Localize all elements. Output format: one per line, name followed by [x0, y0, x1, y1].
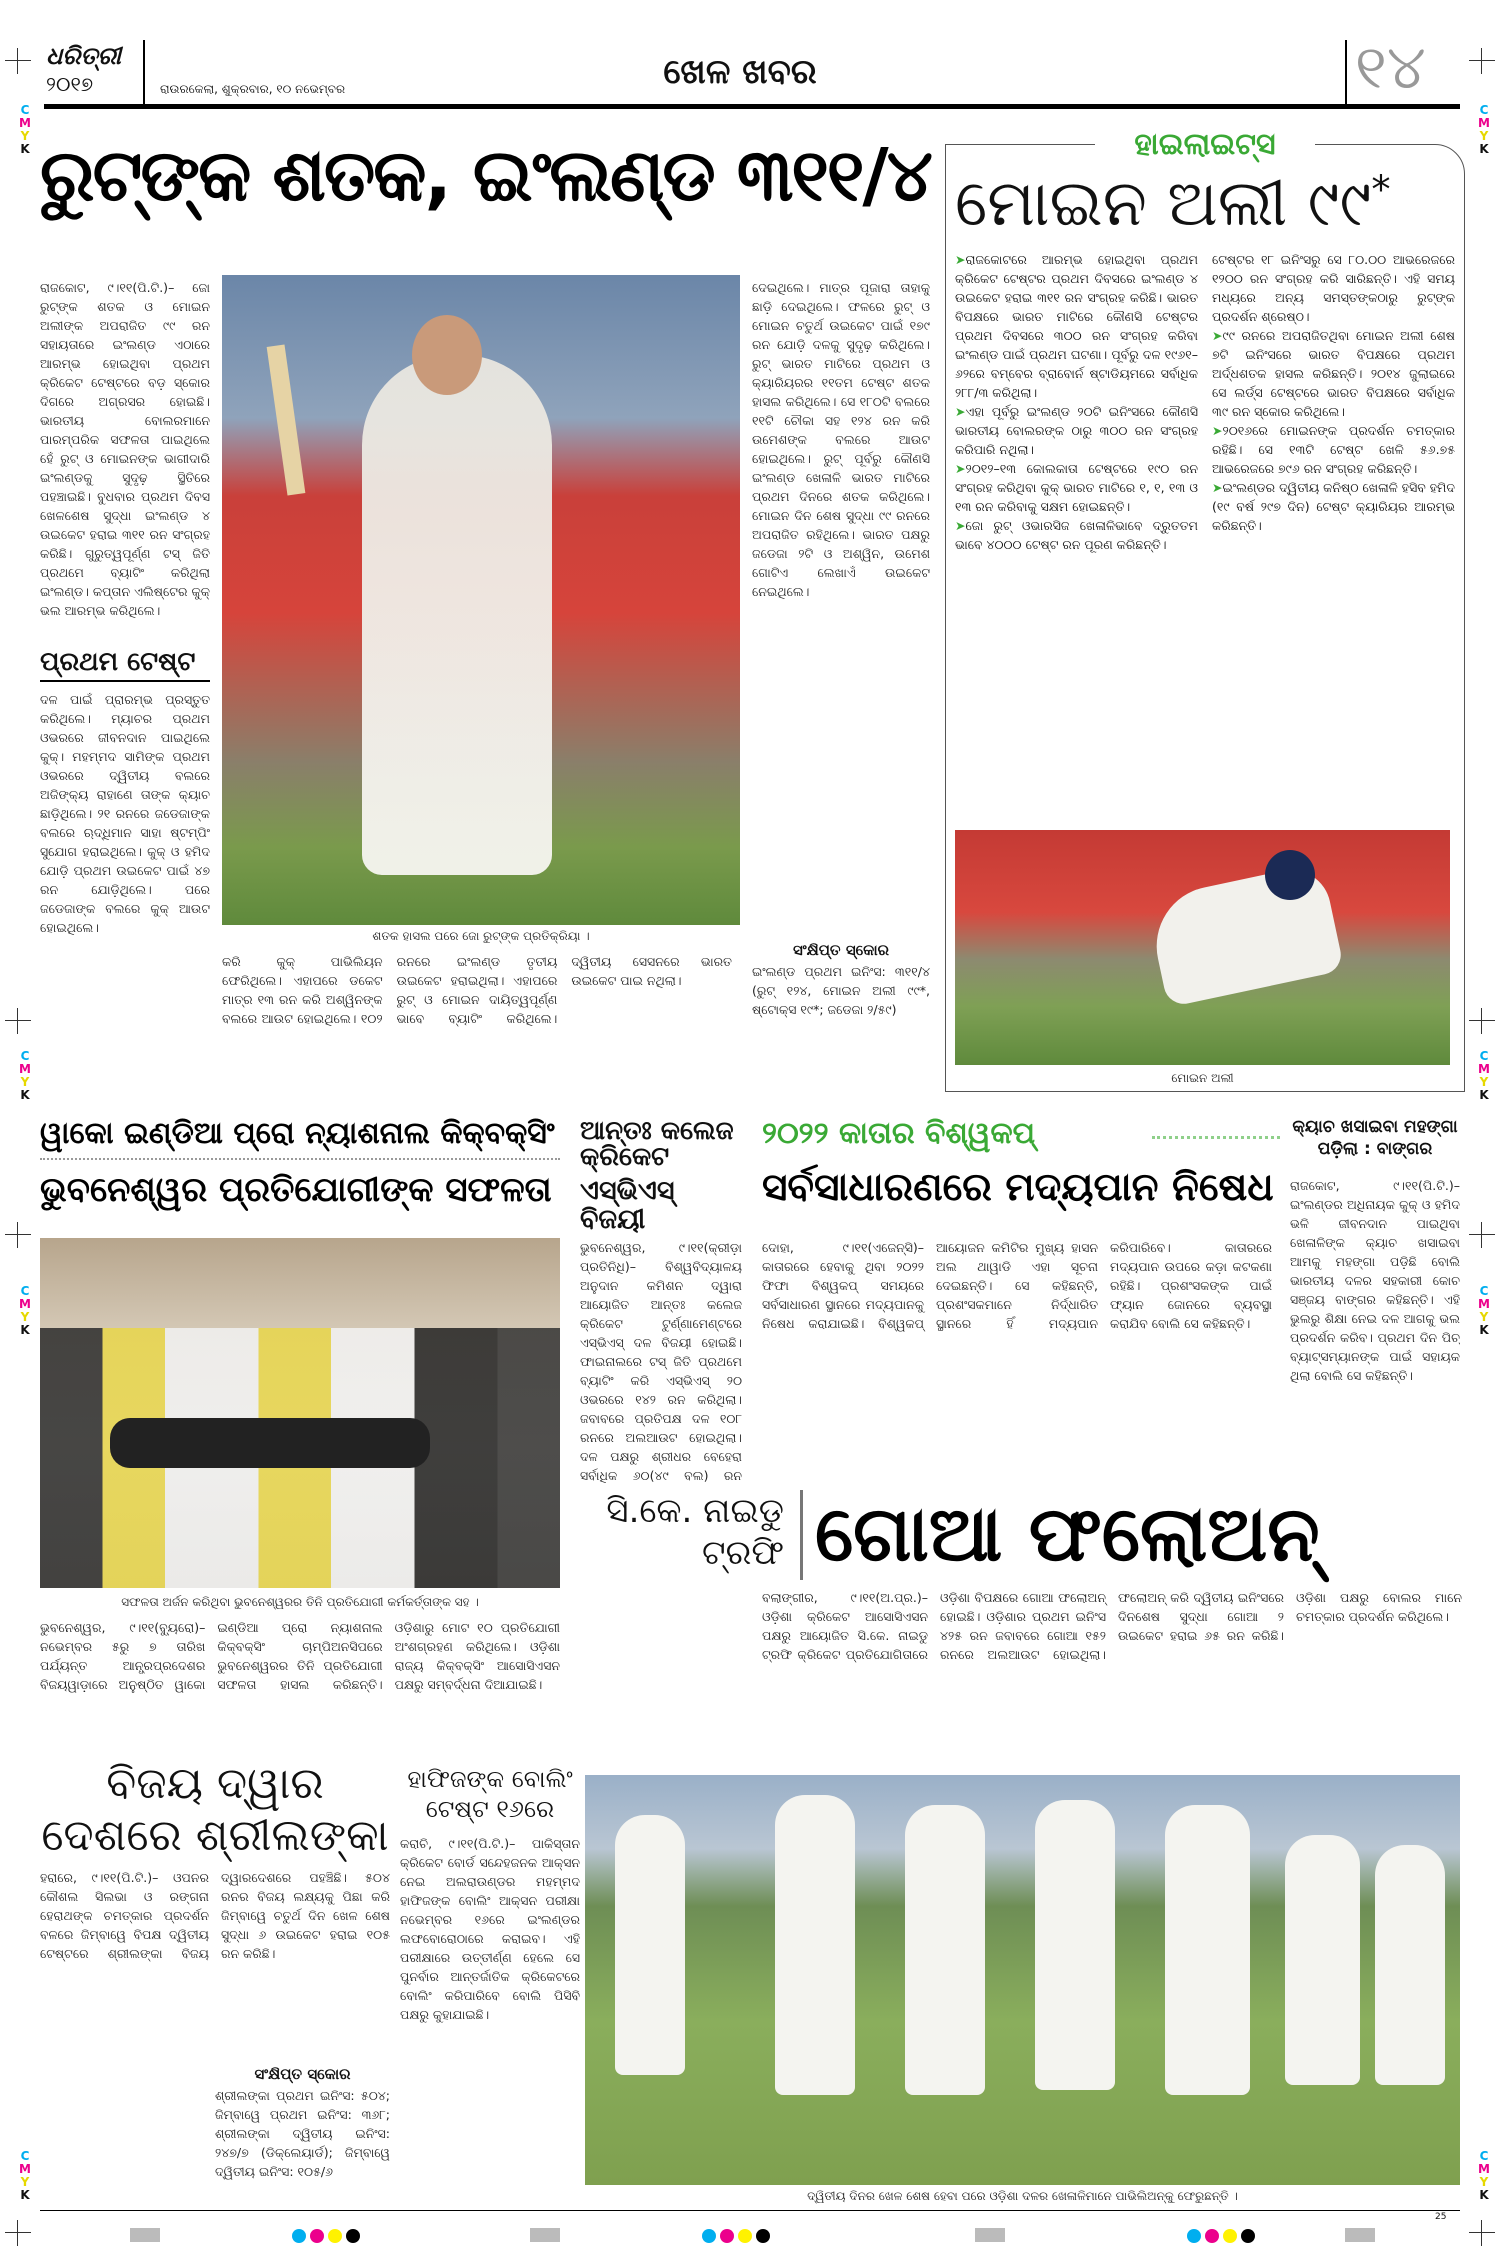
registration-mark: [5, 48, 31, 74]
registration-mark: [5, 1222, 31, 1248]
highlight-item: ଇଂଲଣ୍ଡର ଦ୍ୱିତୀୟ କନିଷ୍ଠ ଖେଳାଳି ହସିବ ହମିଦ (୧୯ ବର୍ଷ ୨୯୭ ଦିନ) ଟେଷ୍ଟ କ୍ୟାରିୟର ଆରମ୍ଭ କରିଛନ୍ତି।: [1212, 480, 1455, 533]
color-registration-dots: [290, 2228, 362, 2247]
score-text: ଶ୍ରୀଲଙ୍କା ପ୍ରଥମ ଇନିଂସ: ୫୦୪; ଜିମ୍ବାୱେ ପ୍ରଥମ ଇନିଂସ: ୩୬୮; ଶ୍ରୀଲଙ୍କା ଦ୍ୱିତୀୟ ଇନିଂସ: ୨୪୭/୭ (ଡିକ୍ଲେୟାର୍ଡ); ଜିମ୍ବାୱେ ଦ୍ୱିତୀୟ ଇନିଂସ: ୧୦୫/୬: [215, 2088, 390, 2179]
registration-mark: [5, 2220, 31, 2246]
lead-score-box: [752, 940, 930, 1076]
cmyk-marker: C M Y K: [1478, 1284, 1490, 1337]
intercollege-body: ଭୁବନେଶ୍ୱର, ୯।୧୧(କ୍ରୀଡ଼ା ପ୍ରତିନିଧି)– ବିଶ୍ୱବିଦ୍ୟାଳୟ ଅନୁଦାନ କମିଶନ ଦ୍ୱାରା ଆୟୋଜିତ ଆନ୍ତଃ କଲେଜ କ୍ରିକେଟ ଟୁର୍ଣ୍ଣାମେଣ୍ଟରେ ଏସ୍‌ଭିଏସ୍ ଦଳ ବିଜୟୀ ହୋଇଛି। ଫାଇନାଲରେ ଟସ୍ ଜିତି ପ୍ରଥମେ ବ୍ୟାଟିଂ କରି ଏସ୍‌ଭିଏସ୍ ୨୦ ଓଭରରେ ୧୪୨ ରନ କରିଥିଲା। ଜବାବରେ ପ୍ରତିପକ୍ଷ ଦଳ ୧୦୮ ରନରେ ଅଲଆଉଟ ହୋଇଥିଲା। ଦଳ ପକ୍ଷରୁ ଶ୍ରୀଧର ବେହେରା ସର୍ବାଧିକ ୬୦(୪୯ ବଲ) ରନ: [580, 1240, 742, 1483]
registration-mark: [1469, 1222, 1495, 1248]
lead-photo-caption: ଶତକ ହାସଲ ପରେ ଜୋ ରୁଟ୍‌ଙ୍କ ପ୍ରତିକ୍ରିୟା ।: [372, 929, 590, 943]
folio: 25: [1435, 2212, 1447, 2222]
cmyk-marker: C M Y K: [19, 103, 31, 156]
section-title: ଖେଳ ଖବର: [663, 52, 817, 92]
bangar-body: ରାଜକୋଟ, ୯।୧୧(ପି.ଟି.)– ଇଂଲଣ୍ଡର ଅଧିନାୟକ କୁକ୍ ଓ ହମିଦ ଭଳି ଜୀବନଦାନ ପାଇଥିବା ଖେଳାଳିଙ୍କ କ୍ୟାଚ ଖସାଇବା ଆମକୁ ମହଙ୍ଗା ପଡ଼ିଛି ବୋଲି ଭାରତୀୟ ଦଳର ସହକାରୀ କୋଚ ସଞ୍ଜୟ ବାଙ୍ଗର କହିଛନ୍ତି। ଏହି ଭୁଲରୁ ଶିକ୍ଷା ନେଇ ଦଳ ଆଗକୁ ଭଲ ପ୍ରଦର୍ଶନ କରିବ। ପ୍ରଥମ ଦିନ ପିଚ୍ ବ୍ୟାଟ୍ସମ୍ୟାନଙ୍କ ପାଇଁ ସହାୟକ ଥିଲା ବୋଲି ସେ କହିଛନ୍ତି।: [1290, 1178, 1460, 1383]
color-registration-dots: [700, 2228, 772, 2247]
moeen-photo-caption: ମୋଇନ ଅଲୀ: [1171, 1071, 1234, 1085]
highlight-item: ୨୦୧୬ରେ ମୋଇନଙ୍କ ପ୍ରଦର୍ଶନ ଚମତ୍କାର ରହିଛି। ସେ ୧୩ଟି ଟେଷ୍ଟ ଖେଳି ୫୬.୭୫ ଆଭରେଜରେ ୭୯୬ ରନ ସଂଗ୍ରହ କରିଛନ୍ତି।: [1212, 423, 1455, 476]
lead-body-col1b: ଦଳ ପାଇଁ ପ୍ରାରମ୍ଭ ପ୍ରସ୍ତୁତ କରିଥିଲେ। ମ୍ୟାଚର ପ୍ରଥମ ଓଭରରେ ଜୀବନଦାନ ପାଇଥିଲେ କୁକ୍। ମହମ୍ମଦ ସାମିଙ୍କ ପ୍ରଥମ ଓଭରରେ ଦ୍ୱିତୀୟ ବଲରେ ଅଜିଙ୍କ୍ୟ ରାହାଣେ ତାଙ୍କ କ୍ୟାଚ ଛାଡ଼ିଥିଲେ। ୨୧ ରନରେ ଜଡେଜାଙ୍କ ବଲରେ ଋଦ୍ଧିମାନ ସାହା ଷ୍ଟମ୍ପିଂ ସୁଯୋଗ ହରାଇଥିଲେ। କୁକ୍ ଓ ହମିଦ ଯୋଡ଼ି ପ୍ରଥମ ଉଇକେଟ ପାଇଁ ୪୭ ରନ ଯୋଡ଼ିଥିଲେ। ପରେ ଜଡେଜାଙ୍କ ବଲରେ କୁକ୍ ଆଉଟ ହୋଇଥିଲେ।: [40, 692, 210, 935]
qatar-kicker: ୨୦୨୨ କାତାର ବିଶ୍ୱକପ୍: [762, 1116, 1036, 1151]
kickbox-photo-caption: ସଫଳତା ଅର୍ଜନ କରିଥିବା ଭୁବନେଶ୍ୱରର ତିନି ପ୍ରତିଯୋଗୀ କର୍ମକର୍ତ୍ତାଙ୍କ ସହ ।: [121, 1595, 479, 1609]
highlight-item: ଜୋ ରୁଟ୍ ଓଭାରସିଜ ଖେଳାଳିଭାବେ ଦ୍ରୁତତମ ଭାବେ ୪୦୦୦ ଟେଷ୍ଟ ରନ ପୂରଣ କରିଛନ୍ତି।: [955, 518, 1198, 552]
newspaper-logo: ଧରିତ୍ରୀ: [46, 42, 121, 70]
color-registration-dots: [1185, 2228, 1257, 2247]
highlights-headline: ମୋଇନ ଅଲୀ ୯୯*: [955, 167, 1391, 241]
page-number: ୧୪: [1355, 32, 1426, 103]
highlight-item: ଏହା ପୂର୍ବରୁ ଇଂଲଣ୍ଡ ୨୦ଟି ଇନିଂସରେ କୌଣସି ଭାରତୀୟ ବୋଲରଙ୍କ ଠାରୁ ୩୦୦ ରନ ସଂଗ୍ରହ କରିପାରି ନଥିଲା।: [955, 404, 1198, 457]
kickbox-kicker: ୱାକୋ ଇଣ୍ଡିଆ ପ୍ରୋ ନ୍ୟାଶନାଲ କିକ୍‌ବକ୍ସିଂ: [40, 1116, 555, 1151]
highlights-list: ➤ରାଜକୋଟରେ ଆରମ୍ଭ ହୋଇଥିବା ପ୍ରଥମ କ୍ରିକେଟ ଟେଷ୍ଟର ପ୍ରଥମ ଦିବସରେ ଇଂଲଣ୍ଡ ୪ ଉଇକେଟ ହରାଇ ୩୧୧ ରନ ସଂଗ୍ରହ କରିଛି। ଭାରତ ବିପକ୍ଷରେ ଭାରତ ମାଟିରେ କୌଣସି ଟେଷ୍ଟର ପ୍ରଥମ ଦିବସରେ ୩୦୦ ରନ ସଂଗ୍ରହ କରିବା ଇଂଲଣ୍ଡ ପାଇଁ ପ୍ରଥମ ଘଟଣା। ପୂର୍ବରୁ ଦଳ ୧୯୬୧–୬୨ରେ ବମ୍ବେର ବ୍ରାବୋର୍ନ ଷ୍ଟାଡିୟମରେ ସର୍ବାଧିକ ୨୮୮/୩ କରିଥିଲା। ➤ଏହା ପୂର୍ବରୁ ଇଂଲଣ୍ଡ ୨୦ଟି ଇନିଂସରେ କୌଣସି ଭାରତୀୟ ବୋଲରଙ୍କ ଠାରୁ ୩୦୦ ରନ ସଂଗ୍ରହ କରିପାରି ନଥିଲା। ➤୨୦୧୨–୧୩ କୋଲକାତା ଟେଷ୍ଟରେ ୧୯୦ ରନ ସଂଗ୍ରହ କରିଥିବା କୁକ୍ ଭାରତ ମାଟିରେ ୧, ୧, ୧୩ ଓ ୧୩ ରନ କରିବାକୁ ସକ୍ଷମ ହୋଇଛନ୍ତି। ➤ଜୋ ରୁଟ୍ ଓଭାରସିଜ ଖେଳାଳିଭାବେ ଦ୍ରୁତତମ ଭାବେ ୪୦୦୦ ଟେଷ୍ଟ ରନ ପୂରଣ କରିଛନ୍ତି। ଟେଷ୍ଟର ୧୮ ଇନିଂସରୁ ସେ ୮୦.୦୦ ଆଭରେଜରେ ୧୨୦୦ ରନ ସଂଗ୍ରହ କରି ସାରିଛନ୍ତି। ଏହି ସମୟ ମଧ୍ୟରେ ଅନ୍ୟ ସମସ୍ତଙ୍କଠାରୁ ରୁଟ୍‌ଙ୍କ ପ୍ରଦର୍ଶନ ଶ୍ରେଷ୍ଠ। ➤୯୯ ରନରେ ଅପରାଜିତଥିବା ମୋଇନ ଅଲୀ ଶେଷ ୭ଟି ଇନିଂସରେ ଭାରତ ବିପକ୍ଷରେ ପ୍ରଥମ ଅର୍ଦ୍ଧଶତକ ହାସଲ କରିଛନ୍ତି। ୨୦୧୪ ଜୁଲାଇରେ ସେ ଲର୍ଡ୍ସ ଟେଷ୍ଟରେ ଭାରତ ବିପକ୍ଷରେ ସର୍ବାଧିକ ୩୯ ରନ ସ୍କୋର କରିଥିଲେ। ➤୨୦୧୬ରେ ମୋଇନଙ୍କ ପ୍ରଦର୍ଶନ ଚମତ୍କାର ରହିଛି। ସେ ୧୩ଟି ଟେଷ୍ଟ ଖେଳି ୫୬.୭୫ ଆଭରେଜରେ ୭୯୬ ରନ ସଂଗ୍ରହ କରିଛନ୍ତି। ➤ଇଂଲଣ୍ଡର ଦ୍ୱିତୀୟ କନିଷ୍ଠ ଖେଳାଳି ହସିବ ହମିଦ (୧୯ ବର୍ଷ ୨୯୭ ଦିନ) ଟେଷ୍ଟ କ୍ୟାରିୟର ଆରମ୍ଭ କରିଛନ୍ତି।: [955, 252, 1455, 552]
masthead-rule: [44, 104, 1460, 109]
srilanka-body: ହରାରେ, ୯।୧୧(ପି.ଟି.)– ଓପନର କୌଶଲ ସିଲଭା ଓ ରଙ୍ଗନା ହେରାଥଙ୍କ ଚମତ୍କାର ପ୍ରଦର୍ଶନ ବଳରେ ଜିମ୍ବାୱେ ବିପକ୍ଷ ଦ୍ୱିତୀୟ ଟେଷ୍ଟରେ ଶ୍ରୀଲଙ୍କା ବିଜୟ ଦ୍ୱାରଦେଶରେ ପହଞ୍ଚିଛି। ୫୦୪ ରନର ବିଜୟ ଲକ୍ଷ୍ୟକୁ ପିଛା କରି ଜିମ୍ବାୱେ ଚତୁର୍ଥ ଦିନ ଖେଳ ଶେଷ ସୁଦ୍ଧା ୬ ଉଇକେଟ ହରାଇ ୧୦୫ ରନ କରିଛି।: [40, 1870, 390, 1961]
highlight-item: ୯୯ ରନରେ ଅପରାଜିତଥିବା ମୋଇନ ଅଲୀ ଶେଷ ୭ଟି ଇନିଂସରେ ଭାରତ ବିପକ୍ଷରେ ପ୍ରଥମ ଅର୍ଦ୍ଧଶତକ ହାସଲ କରିଛନ୍ତି। ୨୦୧୪ ଜୁଲାଇରେ ସେ ଲର୍ଡ୍ସ ଟେଷ୍ଟରେ ଭାରତ ବିପକ୍ଷରେ ସର୍ବାଧିକ ୩୯ ରନ ସ୍କୋର କରିଥିଲେ।: [1212, 328, 1455, 419]
hafeez-headline: ହାଫିଜଙ୍କ ବୋଲିଂ ଟେଷ୍ଟ ୧୬ରେ: [407, 1765, 573, 1823]
intercollege-headline: ଏସ୍‌ଭିଏସ୍ ବିଜୟୀ: [580, 1175, 675, 1235]
highlights-label: ହାଇଲାଇଟ୍ସ: [1095, 126, 1315, 166]
score-title: ସଂକ୍ଷିପ୍ତ ସ୍କୋର: [792, 941, 890, 959]
kickbox-photo: [40, 1238, 560, 1588]
highlight-item: ଟେଷ୍ଟର ୧୮ ଇନିଂସରୁ ସେ ୮୦.୦୦ ଆଭରେଜରେ ୧୨୦୦ ରନ ସଂଗ୍ରହ କରି ସାରିଛନ୍ତି। ଏହି ସମୟ ମଧ୍ୟରେ ଅନ୍ୟ ସମସ୍ତଙ୍କଠାରୁ ରୁଟ୍‌ଙ୍କ ପ୍ରଦର୍ଶନ ଶ୍ରେଷ୍ଠ।: [1212, 252, 1455, 324]
lead-body-col1: ରାଜକୋଟ, ୯।୧୧(ପି.ଟି.)– ଜୋ ରୁଟ୍‌ଙ୍କ ଶତକ ଓ ମୋଇନ ଅଲୀଙ୍କ ଅପରାଜିତ ୯୯ ରନ ସହାୟତାରେ ଇଂଲଣ୍ଡ ଏଠାରେ ଆରମ୍ଭ ହୋଇଥିବା ପ୍ରଥମ କ୍ରିକେଟ ଟେଷ୍ଟରେ ବଡ଼ ସ୍କୋର ଦିଗରେ ଅଗ୍ରସର ହୋଇଛି। ଭାରତୀୟ ବୋଲରମାନେ ପାରମ୍ପରିକ ସଫଳତା ପାଇଥିଲେ ହେଁ ରୁଟ୍ ଓ ମୋଇନଙ୍କ ଭାଗୀଦାରି ଇଂଲଣ୍ଡକୁ ସୁଦୃଢ଼ ସ୍ଥିତିରେ ପହଞ୍ଚାଇଛି। ବୁଧବାର ପ୍ରଥମ ଦିବସ ଖେଳଶେଷ ସୁଦ୍ଧା ଇଂଲଣ୍ଡ ୪ ଉଇକେଟ ହରାଇ ୩୧୧ ରନ ସଂଗ୍ରହ କରିଛି। ଗୁରୁତ୍ୱପୂର୍ଣ୍ଣ ଟସ୍ ଜିତି ପ୍ରଥମେ ବ୍ୟାଟିଂ କରିଥିଲା ଇଂଲଣ୍ଡ। କପ୍ତାନ ଏଲିଷ୍ଟେର କୁକ୍ ଭଲ ଆରମ୍ଭ କରିଥିଲେ।: [40, 280, 210, 618]
highlights-headline-text: ମୋଇନ ଅଲୀ ୯୯: [955, 167, 1372, 241]
cmyk-marker: C M Y K: [1478, 2149, 1490, 2202]
goa-headline: ଗୋଆ ଫଲୋଅନ୍: [815, 1489, 1320, 1578]
masthead-logo-block: [46, 42, 142, 96]
cmyk-marker: C M Y K: [19, 1049, 31, 1102]
qatar-headline: ସର୍ବସାଧାରଣରେ ମଦ୍ୟପାନ ନିଷେଧ: [762, 1165, 1274, 1210]
intercollege-kicker: ଆନ୍ତଃ କଲେଜ କ୍ରିକେଟ: [580, 1116, 734, 1172]
odisha-team-photo: [585, 1775, 1460, 2185]
score-text: ଇଂଲଣ୍ଡ ପ୍ରଥମ ଇନିଂସ: ୩୧୧/୪ (ରୁଟ୍ ୧୨୪, ମୋଇନ ଅଲୀ ୯୯*, ଷ୍ଟୋକ୍ସ ୧୯*; ଜଡେଜା ୨/୫୯): [752, 964, 930, 1017]
lead-subhead: ପ୍ରଥମ ଟେଷ୍ଟ: [40, 646, 210, 682]
registration-mark: [1469, 48, 1495, 74]
qatar-body: ଦୋହା, ୯।୧୧(ଏଜେନ୍ସି)– କାତାରରେ ହେବାକୁ ଥିବା ୨୦୨୨ ଫିଫା ବିଶ୍ୱକପ୍ ସମୟରେ ସର୍ବସାଧାରଣ ସ୍ଥାନରେ ମଦ୍ୟପାନକୁ ନିଷେଧ କରାଯାଇଛି। ବିଶ୍ୱକପ୍ ଆୟୋଜନ କମିଟିର ମୁଖ୍ୟ ହାସନ ଅଲ ଥାୱାଡି ଏହା ସୂଚନା ଦେଇଛନ୍ତି। ସେ କହିଛନ୍ତି, ପ୍ରଶଂସକମାନେ ନିର୍ଦ୍ଧାରିତ ସ୍ଥାନରେ ହିଁ ମଦ୍ୟପାନ କରିପାରିବେ। କାତାରରେ ମଦ୍ୟପାନ ଉପରେ କଡ଼ା କଟକଣା ରହିଛି। ପ୍ରଶଂସକଙ୍କ ପାଇଁ ଫ୍ୟାନ ଜୋନରେ ବ୍ୟବସ୍ଥା କରାଯିବ ବୋଲି ସେ କହିଛନ୍ତି।: [762, 1240, 1272, 1331]
kickbox-headline: ଭୁବନେଶ୍ୱର ପ୍ରତିଯୋଗୀଙ୍କ ସଫଳତା: [40, 1170, 552, 1210]
cmyk-marker: C M Y K: [1478, 1049, 1490, 1102]
highlight-item: ରାଜକୋଟରେ ଆରମ୍ଭ ହୋଇଥିବା ପ୍ରଥମ କ୍ରିକେଟ ଟେଷ୍ଟର ପ୍ରଥମ ଦିବସରେ ଇଂଲଣ୍ଡ ୪ ଉଇକେଟ ହରାଇ ୩୧୧ ରନ ସଂଗ୍ରହ କରିଛି। ଭାରତ ବିପକ୍ଷରେ ଭାରତ ମାଟିରେ କୌଣସି ଟେଷ୍ଟର ପ୍ରଥମ ଦିବସରେ ୩୦୦ ରନ ସଂଗ୍ରହ କରିବା ଇଂଲଣ୍ଡ ପାଇଁ ପ୍ରଥମ ଘଟଣା। ପୂର୍ବରୁ ଦଳ ୧୯୬୧–୬୨ରେ ବମ୍ବେର ବ୍ରାବୋର୍ନ ଷ୍ଟାଡିୟମରେ ସର୍ବାଧିକ ୨୮୮/୩ କରିଥିଲା।: [955, 252, 1198, 400]
edition-year: ୨୦୧୭: [46, 72, 94, 96]
team-photo-caption: ଦ୍ୱିତୀୟ ଦିନର ଖେଳ ଶେଷ ହେବା ପରେ ଓଡ଼ିଶା ଦଳର ଖେଳାଳିମାନେ ପାଭିଲିଅନ୍‌କୁ ଫେରୁଛନ୍ତି ।: [807, 2189, 1238, 2203]
cmyk-marker: C M Y K: [19, 1284, 31, 1337]
goa-body: ବଲାଙ୍ଗୀର, ୯।୧୧(ଅ.ପ୍ର.)– ଓଡ଼ିଶା କ୍ରିକେଟ ଆସୋସିଏସନ ପକ୍ଷରୁ ଆୟୋଜିତ ସି.କେ. ନାଇଡୁ ଟ୍ରଫି କ୍ରିକେଟ ପ୍ରତିଯୋଗିତାରେ ଓଡ଼ିଶା ବିପକ୍ଷରେ ଗୋଆ ଫଲୋଅନ୍ ହୋଇଛି। ଓଡ଼ିଶାର ପ୍ରଥମ ଇନିଂସ ୪୨୫ ରନ ଜବାବରେ ଗୋଆ ୧୫୨ ରନରେ ଅଲଆଉଟ ହୋଇଥିଲା। ଫଲୋଅନ୍ କରି ଦ୍ୱିତୀୟ ଇନିଂସରେ ଦିନଶେଷ ସୁଦ୍ଧା ଗୋଆ ୨ ଉଇକେଟ ହରାଇ ୬୫ ରନ କରିଛି। ଓଡ଼ିଶା ପକ୍ଷରୁ ବୋଲର ମାନେ ଚମତ୍କାର ପ୍ରଦର୍ଶନ କରିଥିଲେ।: [762, 1590, 1462, 1662]
bangar-headline: କ୍ୟାଚ ଖସାଇବା ମହଙ୍ଗା ପଡ଼ିଲା : ବାଙ୍ଗର: [1292, 1117, 1458, 1159]
joe-root-photo: [222, 275, 740, 925]
cmyk-marker: C M Y K: [19, 2149, 31, 2202]
highlight-item: ୨୦୧୨–୧୩ କୋଲକାତା ଟେଷ୍ଟରେ ୧୯୦ ରନ ସଂଗ୍ରହ କରିଥିବା କୁକ୍ ଭାରତ ମାଟିରେ ୧, ୧, ୧୩ ଓ ୧୩ ରନ କରିବାକୁ ସକ୍ଷମ ହୋଇଛନ୍ତି।: [955, 461, 1198, 514]
goa-kicker: ସି.କେ. ନାଇଡୁ ଟ୍ରଫି: [606, 1491, 784, 1573]
moeen-ali-photo: [955, 830, 1450, 1065]
registration-mark: [1469, 1008, 1495, 1034]
kickbox-body: ଭୁବନେଶ୍ୱର, ୯।୧୧(ବ୍ୟୁରୋ)– ନଭେମ୍ବର ୫ରୁ ୭ ତାରିଖ ପର୍ଯ୍ୟନ୍ତ ଆନ୍ଧ୍ରପ୍ରଦେଶର ବିଜୟୱାଡ଼ାରେ ଅନୁଷ୍ଠିତ ୱାକୋ ଇଣ୍ଡିଆ ପ୍ରୋ ନ୍ୟାଶନାଲ କିକ୍‌ବକ୍ସିଂ ଚାମ୍ପିଅନସିପରେ ଭୁବନେଶ୍ୱରର ତିନି ପ୍ରତିଯୋଗୀ ସଫଳତା ହାସଲ କରିଛନ୍ତି। ଓଡ଼ିଶାରୁ ମୋଟ ୧୦ ପ୍ରତିଯୋଗୀ ଅଂଶଗ୍ରହଣ କରିଥିଲେ। ଓଡ଼ିଶା ରାଜ୍ୟ କିକ୍‌ବକ୍ସିଂ ଆସୋସିଏସନ ପକ୍ଷରୁ ସମ୍ବର୍ଦ୍ଧନା ଦିଆଯାଇଛି।: [40, 1620, 560, 1692]
srilanka-score-box: [215, 2064, 390, 2200]
srilanka-headline: ବିଜୟ ଦ୍ୱାର ଦେଶରେ ଶ୍ରୀଲଙ୍କା: [41, 1758, 389, 1861]
cmyk-marker: C M Y K: [1478, 103, 1490, 156]
lead-body-bottom: କରି କୁକ୍ ପାଭିଲିୟନ ଫେରିଥିଲେ। ଏହାପରେ ଡକେଟ ମାତ୍ର ୧୩ ରନ କରି ଅଶ୍ୱିନଙ୍କ ବଲରେ ଆଉଟ ହୋଇଥିଲେ। ୧୦୨ ରନରେ ଇଂଲଣ୍ଡ ତୃତୀୟ ଉଇକେଟ ହରାଇଥିଲା। ଏହାପରେ ରୁଟ୍ ଓ ମୋଇନ ଦାୟିତ୍ୱପୂର୍ଣ୍ଣ ଭାବେ ବ୍ୟାଟିଂ କରିଥିଲେ। ଦ୍ୱିତୀୟ ସେସନରେ ଭାରତ ଉଇକେଟ ପାଇ ନଥିଲା।: [222, 954, 732, 1026]
lead-headline: ରୁଟ୍‌ଙ୍କ ଶତକ, ଇଂଲଣ୍ଡ ୩୧୧/୪: [40, 133, 931, 217]
registration-mark: [5, 1008, 31, 1034]
dateline: ରାଉରକେଲା, ଶୁକ୍ରବାର, ୧୦ ନଭେମ୍ବର: [160, 82, 346, 96]
hafeez-body: କରାଚି, ୯।୧୧(ପି.ଟି.)– ପାକିସ୍ତାନ କ୍ରିକେଟ ବୋର୍ଡ ସନ୍ଦେହଜନକ ଆକ୍ସନ ନେଇ ଅଲରାଉଣ୍ଡର ମହମ୍ମଦ ହାଫିଜଙ୍କ ବୋଲିଂ ଆକ୍ସନ ପରୀକ୍ଷା ନଭେମ୍ବର ୧୬ରେ ଇଂଲଣ୍ଡର ଲଫବୋରୋଠାରେ କରାଇବ। ଏହି ପରୀକ୍ଷାରେ ଉତ୍ତୀର୍ଣ୍ଣ ହେଲେ ସେ ପୁନର୍ବାର ଆନ୍ତର୍ଜାତିକ କ୍ରିକେଟରେ ବୋଲିଂ କରିପାରିବେ ବୋଲି ପିସିବି ପକ୍ଷରୁ କୁହାଯାଇଛି।: [400, 1836, 580, 2022]
lead-body-col3: ଦେଇଥିଲେ। ମାତ୍ର ପୂଜାରା ତାହାକୁ ଛାଡ଼ି ଦେଇଥିଲେ। ଫଳରେ ରୁଟ୍ ଓ ମୋଇନ ଚତୁର୍ଥ ଉଇକେଟ ପାଇଁ ୧୭୯ ରନ ଯୋଡ଼ି ଦଳକୁ ସୁଦୃଢ଼ କରିଥିଲେ। ରୁଟ୍ ଭାରତ ମାଟିରେ ପ୍ରଥମ ଓ କ୍ୟାରିୟରର ୧୧ତମ ଟେଷ୍ଟ ଶତକ ହାସଲ କରିଥିଲେ। ସେ ୧୮୦ଟି ବଲରେ ୧୧ଟି ଚୌକା ସହ ୧୨୪ ରନ କରି ଉମେଶଙ୍କ ବଲରେ ଆଉଟ ହୋଇଥିଲେ। ରୁଟ୍ ପୂର୍ବରୁ କୌଣସି ଇଂଲଣ୍ଡ ଖେଳାଳି ଭାରତ ମାଟିରେ ପ୍ରଥମ ଦିନରେ ଶତକ କରିଥିଲେ। ମୋଇନ ଦିନ ଶେଷ ସୁଦ୍ଧା ୯୯ ରନରେ ଅପରାଜିତ ରହିଥିଲେ। ଭାରତ ପକ୍ଷରୁ ଜଡେଜା ୨ଟି ଓ ଅଶ୍ୱିନ, ଉମେଶ ଗୋଟିଏ ଲେଖାଏଁ ଉଇକେଟ ନେଇଥିଲେ।: [752, 280, 930, 599]
score-title: ସଂକ୍ଷିପ୍ତ ସ୍କୋର: [254, 2065, 351, 2083]
registration-mark: [1469, 2220, 1495, 2246]
